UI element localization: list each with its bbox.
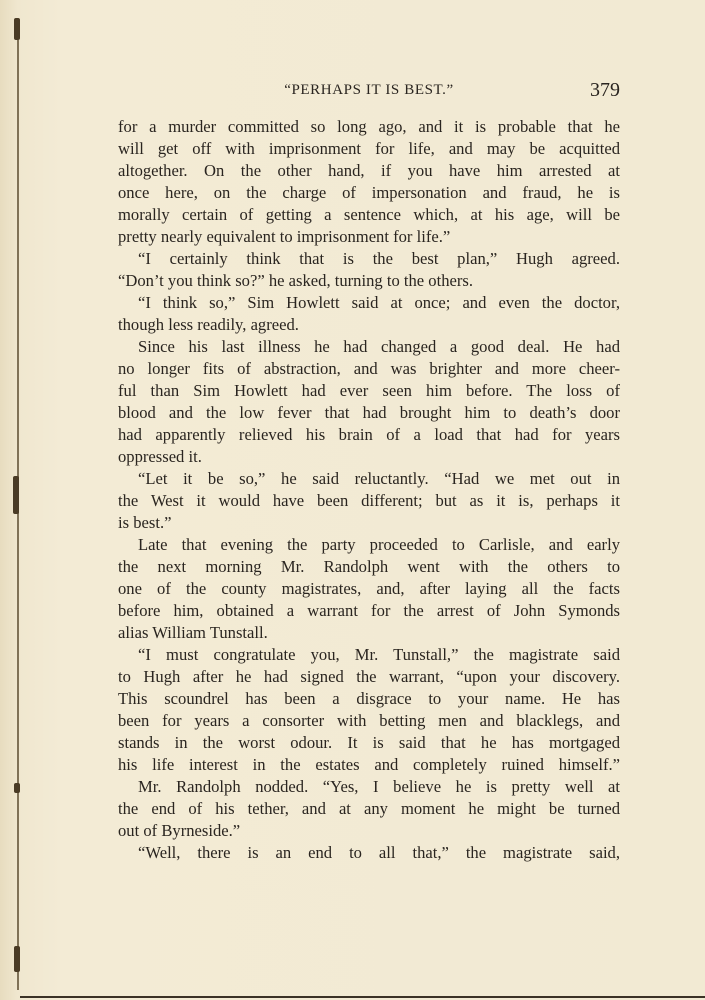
text-line: Since his last illness he had changed a good deal. He had (138, 337, 620, 356)
text-line: the end of his tether, and at any moment he might be turned (118, 799, 620, 818)
page-header (118, 79, 620, 103)
binding-mark (13, 476, 19, 514)
text-line: “Well, there is an end to all that,” the magistrate said, (138, 843, 620, 862)
page-number: 379 (590, 79, 620, 101)
text-line: the West it would have been different; but as it is, perhaps it (118, 491, 620, 510)
text-line: to Hugh after he had signed the warrant, “upon your discovery. (118, 667, 620, 686)
text-line: “I certainly think that is the best plan,” Hugh agreed. (138, 249, 620, 268)
bottom-rule (20, 996, 705, 998)
text-line: his life interest in the estates and completely ruined himself.” (118, 755, 620, 774)
text-line: “I think so,” Sim Howlett said at once; and even the doctor, (138, 293, 620, 312)
text-line: pretty nearly equivalent to imprisonment for life.” (118, 227, 451, 246)
text-line: alias William Tunstall. (118, 623, 268, 642)
body-text (118, 116, 620, 864)
binding-mark (14, 18, 20, 40)
text-line: “I must congratulate you, Mr. Tunstall,” the magistrate said (138, 645, 620, 664)
text-line: one of the county magistrates, and, after laying all the facts (118, 579, 620, 598)
text-line: been for years a consorter with betting men and blacklegs, and (118, 711, 620, 730)
text-line: though less readily, agreed. (118, 315, 299, 334)
text-line: the next morning Mr. Randolph went with the others to (118, 557, 620, 576)
text-line: stands in the worst odour. It is said that he has mortgaged (118, 733, 620, 752)
text-line: Late that evening the party proceeded to Carlisle, and early (138, 535, 620, 554)
text-line: will get off with imprisonment for life, and may be acquitted (118, 139, 620, 158)
text-line: oppressed it. (118, 447, 202, 466)
text-line: no longer fits of abstraction, and was brighter and more cheer- (118, 359, 620, 378)
text-line: out of Byrneside.” (118, 821, 241, 840)
binding-mark (14, 946, 20, 972)
text-line: had apparently relieved his brain of a load that had for years (118, 425, 620, 444)
text-line: before him, obtained a warrant for the arrest of John Symonds (118, 601, 620, 620)
text-line: once here, on the charge of impersonation and fraud, he is (118, 183, 620, 202)
text-line: altogether. On the other hand, if you have him arrested at (118, 161, 620, 180)
text-line: “Don’t you think so?” he asked, turning to the others. (118, 271, 474, 290)
text-line: morally certain of getting a sentence which, at his age, will be (118, 205, 620, 224)
text-line: ful than Sim Howlett had ever seen him before. The loss of (118, 381, 620, 400)
text-line: This scoundrel has been a disgrace to your name. He has (118, 689, 620, 708)
running-head: “PERHAPS IT IS BEST.” (284, 82, 454, 98)
binding-mark (14, 783, 20, 793)
text-line: Mr. Randolph nodded. “Yes, I believe he is pretty well at (138, 777, 620, 796)
text-line: blood and the low fever that had brought him to death’s door (118, 403, 620, 422)
binding-edge (0, 0, 22, 1000)
binding-line (17, 40, 19, 990)
text-line: is best.” (118, 513, 172, 532)
text-line: “Let it be so,” he said reluctantly. “Had we met out in (138, 469, 620, 488)
text-line: for a murder committed so long ago, and it is probable that he (118, 117, 620, 136)
